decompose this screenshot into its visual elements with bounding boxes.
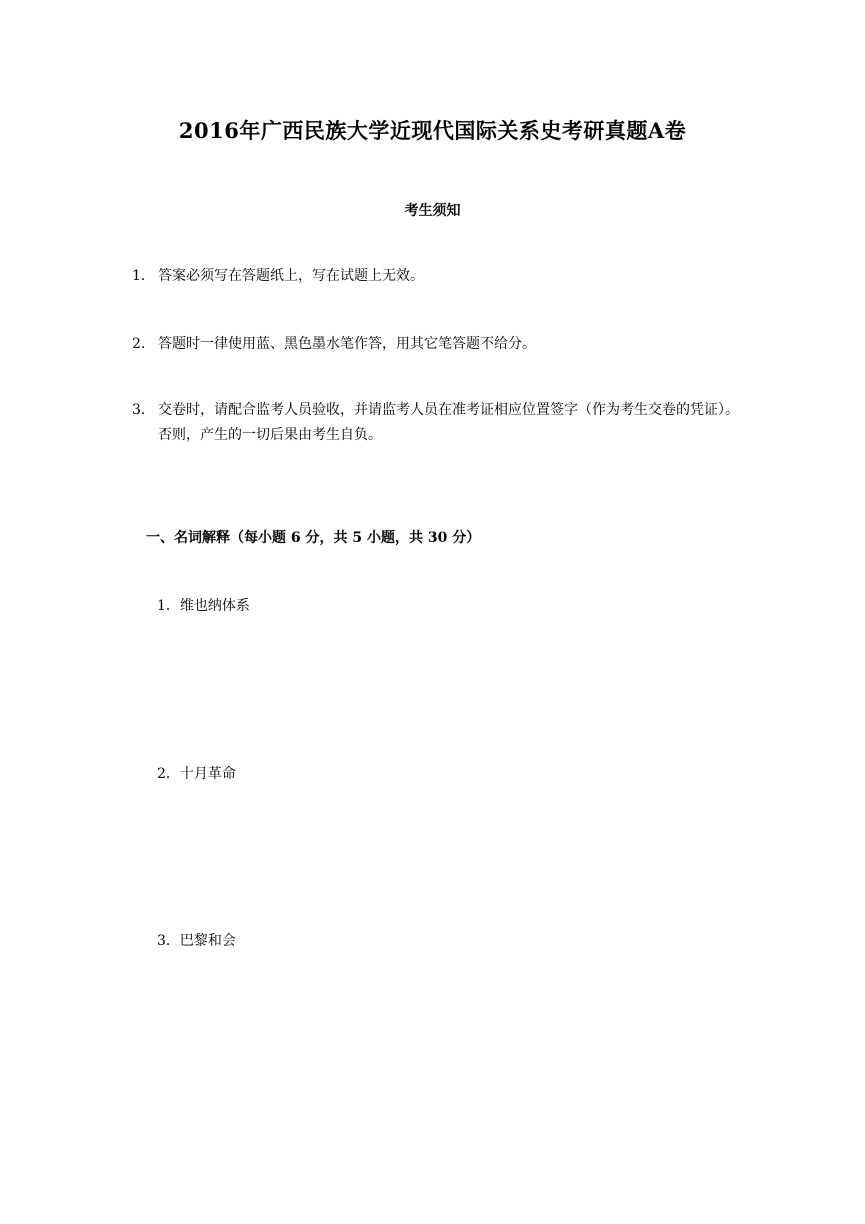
rule-text: 交卷时，请配合监考人员验收，并请监考人员在准考证相应位置签字（作为考生交卷的凭证）。否则，产生的一切后果由考生自负。 — [158, 402, 739, 443]
section-heading: 一、名词解释（每小题 6 分，共 5 小题，共 30 分） — [146, 530, 481, 546]
page-title: 2016年广西民族大学近现代国际关系史考研真题A卷 — [178, 118, 687, 143]
rule-text: 答案必须写在答题纸上，写在试题上无效。 — [158, 268, 424, 284]
rule-number: 3. — [132, 402, 146, 418]
question-item: 3．巴黎和会 — [157, 933, 236, 949]
notice-rule — [132, 398, 747, 448]
question-item: 1．维也纳体系 — [157, 598, 250, 614]
notice-heading: 考生须知 — [404, 203, 461, 219]
notice-rule — [132, 332, 747, 357]
rule-number: 1. — [132, 268, 146, 284]
rule-text: 答题时一律使用蓝、黑色墨水笔作答，用其它笔答题不给分。 — [158, 336, 536, 352]
rule-number: 2. — [132, 336, 146, 352]
question-item: 2．十月革命 — [157, 766, 236, 782]
notice-rule — [132, 264, 747, 289]
